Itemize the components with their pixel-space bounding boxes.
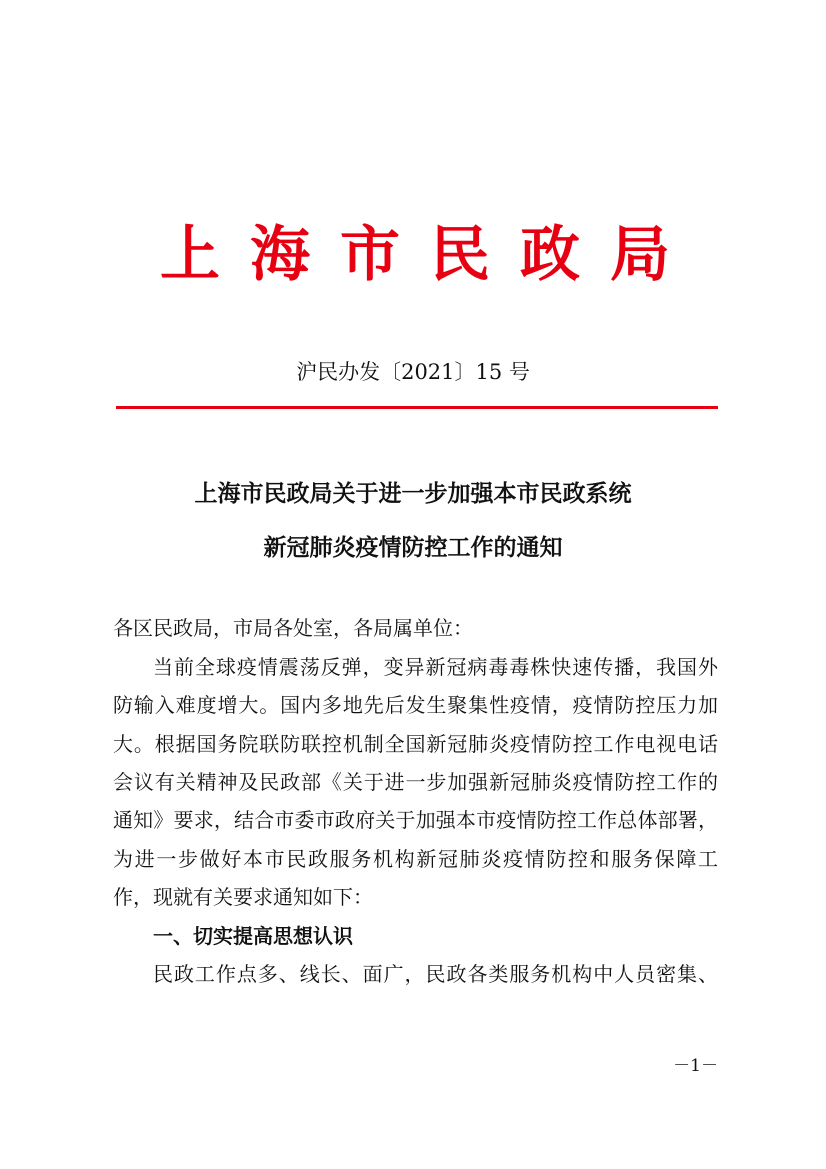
body-line: 防输入难度增大。国内多地先后发生聚集性疫情，疫情防控压力加: [113, 693, 718, 717]
org-char: 民: [430, 220, 490, 290]
body-line: 当前全球疫情震荡反弹，变异新冠病毒毒株快速传播，我国外: [153, 655, 718, 679]
doc-title-line1: 上海市民政局关于进一步加强本市民政系统: [194, 481, 632, 507]
doc-title-line2: 新冠肺炎疫情防控工作的通知: [263, 535, 563, 561]
org-char: 海: [250, 220, 310, 290]
section-heading: 一、切实提高思想认识: [153, 924, 353, 948]
body-line: 大。根据国务院联防联控机制全国新冠肺炎疫情防控工作电视电话: [113, 732, 718, 756]
document-number: 沪民办发〔2021〕15 号: [296, 360, 530, 384]
body-line: 通知》要求，结合市委市政府关于加强本市疫情防控工作总体部署，: [113, 808, 718, 832]
red-divider: [116, 406, 718, 409]
body-line: 会议有关精神及民政部《关于进一步加强新冠肺炎疫情防控工作的: [113, 770, 718, 794]
salutation: 各区民政局，市局各处室，各局属单位：: [113, 616, 473, 640]
org-char: 市: [340, 220, 400, 290]
body-line: 民政工作点多、线长、面广，民政各类服务机构中人员密集、: [153, 962, 718, 986]
org-char: 局: [610, 220, 670, 290]
issuing-org-header: [160, 215, 670, 295]
org-char: 政: [520, 220, 580, 290]
body-line: 作，现就有关要求通知如下：: [113, 885, 373, 909]
org-char: 上: [160, 220, 220, 290]
page-number: －1－: [673, 1056, 718, 1076]
body-line: 为进一步做好本市民政服务机构新冠肺炎疫情防控和服务保障工: [113, 847, 718, 871]
